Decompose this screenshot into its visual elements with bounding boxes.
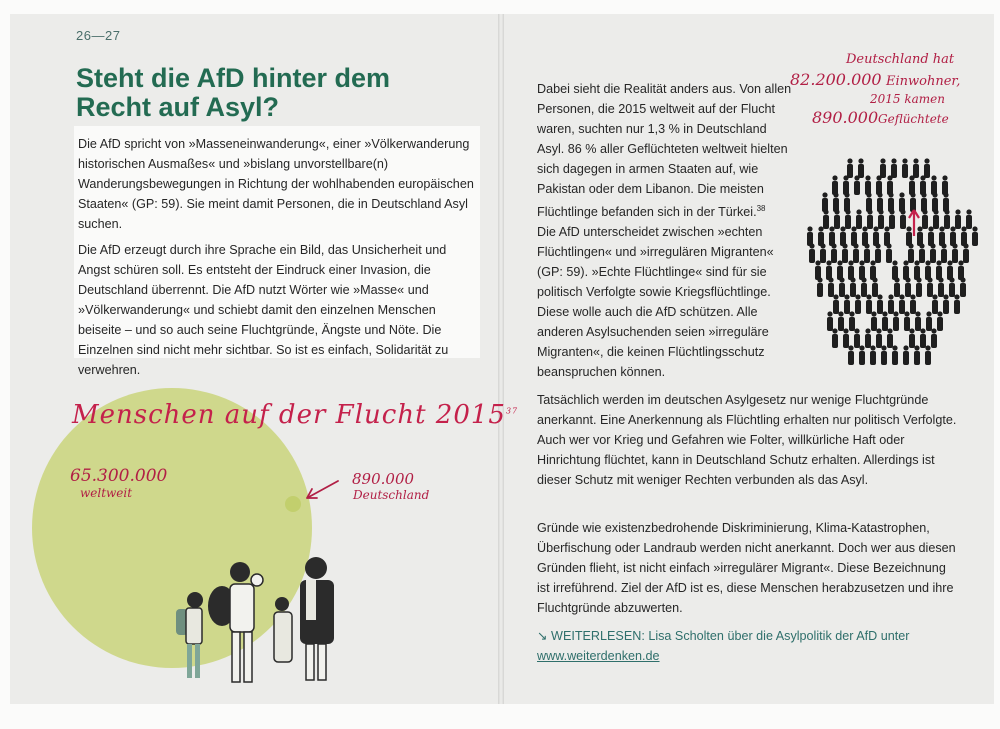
left-paragraph-1: Die AfD spricht von »Masseneinwanderung«, einer »Völkerwanderung historischen Ausmaßes« und »bislang unvorstellbare(n) Wanderungsbewegungen in Richtung der wohlhabenden europäischen Staaten« (GP: 59). Sie meint damit Personen, die in Deutschland Asyl suchen.	[78, 137, 474, 231]
crowd-person-icon	[839, 277, 845, 297]
crowd-person-icon	[815, 260, 821, 280]
crowd-person-icon	[844, 294, 850, 314]
crowd-person-icon	[870, 260, 876, 280]
crowd-person-icon	[850, 277, 856, 297]
crowd-person-icon	[913, 158, 919, 178]
crowd-person-icon	[952, 243, 958, 263]
crowd-person-icon	[927, 277, 933, 297]
crowd-person-icon	[875, 243, 881, 263]
crowd-person-icon	[854, 328, 860, 348]
crowd-person-icon	[887, 175, 893, 195]
crowd-person-icon	[943, 294, 949, 314]
crowd-person-icon	[899, 294, 905, 314]
crowd-person-icon	[893, 311, 899, 331]
crowd-person-icon	[833, 294, 839, 314]
crowd-person-icon	[832, 175, 838, 195]
crowd-person-icon	[905, 277, 911, 297]
right-paragraph-1-text: Dabei sieht die Realität anders aus. Von allen Personen, die 2015 weltweit auf der Flucht waren, suchten nur 1,3 % in Deutschland Asyl. 86 % aller Geflüchteten weltweit hielten sich dagegen in armen Staaten auf, wie Pakistan oder dem Libanon. Die meisten Flüchtlinge befanden sich in der Türkei.	[537, 82, 792, 220]
handnote-line-1: Deutschland hat	[846, 52, 955, 67]
crowd-person-icon	[847, 158, 853, 178]
crowd-person-icon	[915, 311, 921, 331]
crowd-person-icon	[833, 192, 839, 212]
crowd-person-icon	[862, 226, 868, 246]
crowd-person-icon	[867, 209, 873, 229]
crowd-person-icon	[823, 209, 829, 229]
crowd-person-icon	[866, 192, 872, 212]
man-head	[230, 562, 250, 582]
crowd-person-icon	[854, 175, 860, 195]
crowd-person-icon	[943, 192, 949, 212]
crowd-person-icon	[859, 345, 865, 365]
crowd-person-icon	[848, 260, 854, 280]
crowd-person-icon	[888, 192, 894, 212]
crowd-person-icon	[877, 192, 883, 212]
crowd-person-icon	[817, 277, 823, 297]
crowd-person-icon	[831, 243, 837, 263]
crowd-person-icon	[972, 226, 978, 246]
crowd-person-icon	[861, 277, 867, 297]
crowd-person-icon	[818, 226, 824, 246]
germany-refugee-dot	[285, 496, 301, 512]
crowd-person-icon	[904, 311, 910, 331]
crowd-person-icon	[855, 294, 861, 314]
crowd-person-icon	[877, 294, 883, 314]
crowd-person-icon	[928, 226, 934, 246]
crowd-person-icon	[960, 277, 966, 297]
crowd-person-icon	[924, 158, 930, 178]
crowd-person-icon	[917, 226, 923, 246]
crowd-person-icon	[822, 192, 828, 212]
crowd-person-icon	[925, 260, 931, 280]
crowd-person-icon	[916, 277, 922, 297]
crowd-person-icon	[845, 209, 851, 229]
crowd-person-icon	[921, 192, 927, 212]
crowd-person-icon	[894, 277, 900, 297]
crowd-person-icon	[880, 158, 886, 178]
read-more-label: ↘ WEITERLESEN:	[537, 629, 645, 643]
crowd-person-icon	[900, 209, 906, 229]
crowd-person-icon	[856, 209, 862, 229]
crowd-person-icon	[878, 209, 884, 229]
handnote-line-4: Geflüchtete	[878, 112, 949, 126]
crowd-person-icon	[829, 226, 835, 246]
child-leg-right	[195, 644, 200, 678]
crowd-person-icon	[914, 260, 920, 280]
crowd-person-icon	[887, 328, 893, 348]
crowd-person-icon	[931, 328, 937, 348]
right-paragraph-4: Gründe wie existenzbedrohende Diskriminierung, Klima-Katastrophen, Überfischung oder Landraub werden nicht anerkannt. Doch wer aus diesen Gründen flieht, ist nicht einfach »irregulärer Migrant«. Diese Bezeichnung ist irreführend. Ziel der AfD ist es, diese Menschen herabzusetzen und ihre Fluchtgründe abzuwerten.	[537, 521, 956, 615]
crowd-person-icon	[944, 209, 950, 229]
crowd-person-icon	[902, 158, 908, 178]
crowd-person-icon	[882, 311, 888, 331]
crowd-person-icon	[949, 277, 955, 297]
girl-head	[275, 597, 289, 611]
crowd-person-icon	[937, 311, 943, 331]
crowd-person-icon	[858, 158, 864, 178]
crowd-person-icon	[848, 345, 854, 365]
crowd-person-icon	[873, 226, 879, 246]
read-more-link[interactable]: www.weiterdenken.de	[537, 649, 660, 663]
crowd-person-icon	[941, 243, 947, 263]
right-paragraph-3: Tatsächlich werden im deutschen Asylgesetz nur wenige Fluchtgründe anerkannt. Eine Anerkennung als Flüchtling erhalten nur politisch Verfolgte. Auch wer vor Krieg und Gefahren wie Folter, willkürliche Haft oder Hinrichtung flüchtet, kann in Deutschland Schutz erhalten. Allerdings ist dieser Schutz mit weniger Rechten verbunden als das Asyl.	[537, 393, 957, 487]
germany-count: 890.000	[352, 470, 415, 488]
crowd-person-icon	[859, 260, 865, 280]
crowd-person-icon	[932, 192, 938, 212]
crowd-person-icon	[899, 192, 905, 212]
crowd-person-icon	[931, 175, 937, 195]
read-more-text: Lisa Scholten über die Asylpolitik der AfD unter	[648, 629, 910, 643]
crowd-person-icon	[932, 294, 938, 314]
crowd-person-icon	[954, 294, 960, 314]
crowd-person-icon	[963, 243, 969, 263]
crowd-person-icon	[843, 328, 849, 348]
crowd-person-icon	[865, 175, 871, 195]
handnote-refugees: 890.000	[812, 108, 879, 127]
crowd-person-icon	[851, 226, 857, 246]
germany-crowd-map	[800, 150, 985, 370]
crowd-person-icon	[840, 226, 846, 246]
crowd-person-icon	[876, 328, 882, 348]
crowd-person-icon	[958, 260, 964, 280]
crowd-person-icon	[933, 209, 939, 229]
left-paragraph-2: Die AfD erzeugt durch ihre Sprache ein Bild, das Unsicherheit und Angst schüren soll. Es entsteht der Eindruck einer Invasion, die Deutschland überrennt. Die AfD nutzt Wörter wie »Masse« und »Völkerwanderung« und schiebt damit den einzelnen Menschen beiseite – und so auch seine Fluchtgründe, Ängste und Nöte. Die Einzelnen sind nicht mehr sichtbar. So ist es einfach, Solidarität zu verwehren.	[78, 243, 449, 377]
crowd-person-icon	[886, 243, 892, 263]
crowd-person-icon	[910, 294, 916, 314]
crowd-person-icon	[903, 260, 909, 280]
germany-label: Deutschland	[353, 488, 430, 502]
crowd-person-icon	[908, 243, 914, 263]
figure-title	[72, 400, 518, 430]
crowd-person-icon	[807, 226, 813, 246]
crowd-person-icon	[827, 311, 833, 331]
right-paragraph-1	[537, 79, 795, 222]
crowd-person-icon	[925, 345, 931, 365]
crowd-person-icon	[842, 243, 848, 263]
woman-leg-left	[306, 644, 314, 680]
figure-footnote: 37	[505, 406, 519, 416]
crowd-person-icon	[872, 277, 878, 297]
arrow-icon	[307, 481, 338, 498]
crowd-person-icon	[947, 260, 953, 280]
crowd-person-icon	[843, 175, 849, 195]
crowd-person-icon	[866, 294, 872, 314]
handnote-line-3: 2015 kamen	[870, 92, 945, 106]
crowd-person-icon	[889, 209, 895, 229]
crowd-person-icon	[891, 158, 897, 178]
crowd-person-icon	[844, 192, 850, 212]
crowd-person-icon	[942, 175, 948, 195]
right-paragraph-1-footnote: 38	[756, 204, 766, 213]
crowd-person-icon	[930, 243, 936, 263]
crowd-person-icon	[838, 311, 844, 331]
crowd-person-icon	[926, 311, 932, 331]
crowd-person-icon	[884, 226, 890, 246]
crowd-person-icon	[876, 175, 882, 195]
handnote-line-2: Einwohner,	[886, 74, 961, 89]
crowd-person-icon	[837, 260, 843, 280]
worldwide-refugee-circle	[32, 388, 312, 668]
crowd-person-icon	[936, 260, 942, 280]
crowd-person-icon	[939, 226, 945, 246]
crowd-person-icon	[920, 175, 926, 195]
page-number: 26—27	[76, 28, 121, 43]
crowd-person-icon	[820, 243, 826, 263]
crowd-person-icon	[853, 243, 859, 263]
man-body	[230, 584, 254, 632]
crowd-person-icon	[849, 311, 855, 331]
crowd-person-icon	[966, 209, 972, 229]
crowd-person-icon	[938, 277, 944, 297]
crowd-person-icon	[870, 345, 876, 365]
crowd-person-icon	[826, 260, 832, 280]
child-body	[186, 608, 202, 644]
crowd-person-icon	[922, 209, 928, 229]
woman-head	[305, 557, 327, 579]
crowd-person-icon	[919, 243, 925, 263]
crowd-person-icon	[955, 209, 961, 229]
crowd-person-icon	[920, 328, 926, 348]
right-paragraph-2: Die AfD unterscheidet zwischen »echten Flüchtlingen« und »irregulären Migranten« (GP: 59). »Echte Flüchtlinge« sind für sie politisch Verfolgte sowie Kriegsflüchtlinge. Diese wolle auch die AfD schützen. Alle anderen Asylsuchenden seien »irreguläre Migranten«, die keinen Flüchtlingsschutz beanspruchen können.	[537, 225, 774, 379]
child-leg-left	[187, 644, 192, 678]
page-title: Steht die AfD hinter dem Recht auf Asyl?	[76, 63, 391, 122]
woman-coat	[300, 580, 334, 644]
figure-title-text: Menschen auf der Flucht 2015	[72, 400, 506, 430]
read-more	[537, 626, 957, 666]
crowd-person-icon	[909, 175, 915, 195]
crowd-person-icon	[834, 209, 840, 229]
worldwide-count: 65.300.000	[70, 466, 168, 486]
crowd-person-icon	[828, 277, 834, 297]
crowd-person-icon	[892, 260, 898, 280]
crowd-person-icon	[903, 345, 909, 365]
crowd-figures	[807, 158, 978, 365]
woman-scarf	[306, 580, 316, 620]
crowd-person-icon	[865, 328, 871, 348]
crowd-person-icon	[871, 311, 877, 331]
crowd-person-icon	[864, 243, 870, 263]
crowd-person-icon	[809, 243, 815, 263]
crowd-person-icon	[888, 294, 894, 314]
crowd-person-icon	[950, 226, 956, 246]
baby-head	[251, 574, 263, 586]
man-leg-left	[232, 632, 240, 682]
child-head	[187, 592, 203, 608]
girl-body	[274, 612, 292, 662]
crowd-person-icon	[906, 226, 912, 246]
handnote-population: 82.200.000	[790, 70, 882, 89]
crowd-person-icon	[832, 328, 838, 348]
crowd-person-icon	[881, 345, 887, 365]
crowd-person-icon	[910, 192, 916, 212]
crowd-person-icon	[892, 345, 898, 365]
crowd-person-icon	[961, 226, 967, 246]
man-leg-right	[244, 632, 252, 682]
crowd-person-icon	[909, 328, 915, 348]
crowd-person-icon	[914, 345, 920, 365]
woman-leg-right	[318, 644, 326, 680]
worldwide-label: weltweit	[80, 486, 133, 500]
